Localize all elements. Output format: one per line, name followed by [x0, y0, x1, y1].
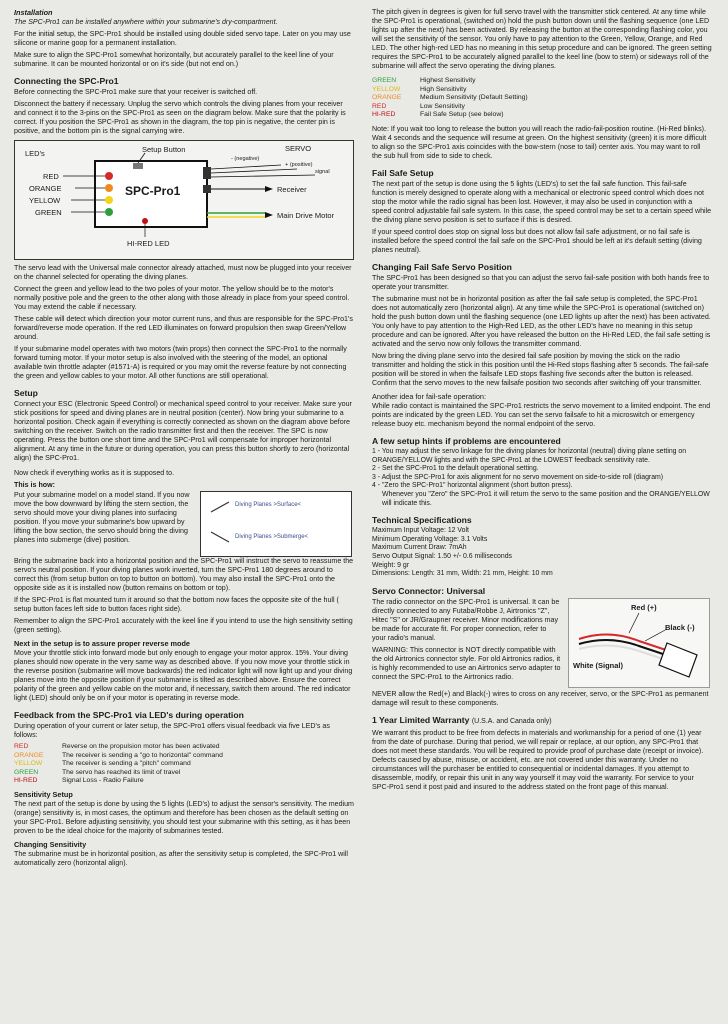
- negative-label: - (negative): [231, 156, 260, 162]
- check-text: Put your submarine model on a model stand. If you now move the bow downward by lifting the stern section, the servo should move your diving planes into surfacing position. If you move your submarine's bow upward by lifting the bow section, the servo should bring the diving planes into submerge (dive) position.: [14, 491, 190, 544]
- installation-title: Installation: [14, 8, 53, 17]
- connecting-p2: Disconnect the battery if necessary. Unplug the servo which controls the diving planes from your receiver and connect it to the 3-pins on the SPC-Pro1 as seen on the diagram below. Make sure that the polarity is correct. If you position the SPC-Pro1 as shown in the diagram, the top pin is negative, the center pin is positive, and the bottom pin is the signal carrying wire.: [14, 100, 346, 135]
- setup-title: Setup: [14, 388, 38, 398]
- changing-sensitivity-text: The submarine must be in horizontal position, as after the sensitivity setup is completed, the SPC-Pro1 will automatically zero (horizontal align).: [14, 849, 348, 867]
- reverse-title: Next in the setup is to assure proper reverse mode: [14, 639, 190, 648]
- wiring-p4: If your submarine model operates with two motors (twin props) then connect the SPC-Pro1 to the normally forward turning motor. If your motor setup is also involved with the steering of the model, an optional available twin throttle adapter (#1571-A) is required or you may omit the reverse feature by not connecting the green and yellow cables to your motor. All other functions are still operational.: [14, 345, 347, 380]
- feedback-row-green: GREEN The servo has reached its limit of travel: [14, 768, 181, 776]
- check-how: This is how:: [14, 481, 55, 489]
- diving-planes-surface: Diving Planes >Surface<: [235, 502, 302, 508]
- right-column: [372, 8, 712, 795]
- connector-svg: [569, 599, 709, 687]
- connector-black-label: Black (-): [665, 622, 695, 632]
- feedback-row-yellow: YELLOW The receiver is sending a "pitch" command: [14, 760, 191, 768]
- hints-title: A few setup hints if problems are encountered: [372, 435, 561, 446]
- warranty-heading: [372, 715, 712, 727]
- installation-p2: For the initial setup, the SPC-Pro1 should be installed using double sided servo tape. Later on you may use silicone or marine goop for a permanent installation.: [14, 30, 351, 47]
- setup-button-label: Setup Button: [142, 145, 186, 154]
- servo-connector-warning: WARNING: This connector is NOT directly compatible with the old Airtronics connector style. For old Airtronics radios, it is highly recommended to use an Airtronics servo adapter to connect the SPC-Pro1 to the Airtronics radio.: [372, 645, 561, 681]
- feedback-row-orange: ORANGE The receiver is sending a "go to horizontal" command: [14, 751, 223, 759]
- servo-connector-block: [372, 598, 712, 688]
- changing-sensitivity-title: Changing Sensitivity: [14, 839, 87, 849]
- leds-label: LED's: [25, 149, 45, 158]
- warranty-subtitle: (U.S.A. and Canada only): [471, 717, 552, 725]
- connecting-title: Connecting the SPC-Pro1: [14, 76, 119, 86]
- led-red: [105, 172, 113, 180]
- check-p4: Remember to align the SPC-Pro1 accurately with the keel line if you intend to use the high sensitivity setting (green setting).: [14, 617, 353, 634]
- changing-failsafe-text: The SPC-Pro1 has been designed so that you can adjust the servo fail-safe position with both hands free to operate your transmitter.: [372, 273, 710, 291]
- hint-4: 4 - "Zero the SPC-Pro1" horizontal alignment (short button press).: [372, 482, 573, 490]
- feedback-title: Feedback from the SPC-Pro1 via LED's during operation: [14, 710, 244, 720]
- sens-row-orange: ORANGE Medium Sensitivity (Default Setting): [372, 94, 528, 102]
- check-block: [14, 491, 354, 557]
- feedback-table: [14, 743, 354, 786]
- hi-red-label: HI-RED LED: [127, 239, 170, 248]
- hint-3: 3 - Adjust the SPC-Pro1 for axis alignment for no servo movement on side-to-side roll (diagram): [372, 473, 664, 481]
- wiring-p3: These cable will detect which direction your motor current runs, and thus are responsible for the SPC-Pro1's forward/reverse mode operation. If the red LED illuminates on forward propulsion then swap Green/Yellow around.: [14, 315, 353, 341]
- positive-label: + (positive): [285, 162, 313, 168]
- servo-connector-text: The radio connector on the SPC-Pro1 is universal. It can be directly connected to any Futaba/Robbe J, Airtronics "Z", Hitec "S" or JR/Graupner receiver. Minor modifications may be made for accurate fit. For proper connection, refer to your radio's manual.: [372, 597, 560, 642]
- installation-p3: Make sure to align the SPC-Pro1 somewhat horizontally, but accurately parallel to the keel line of your submarine. It can be mounted horizontal or on it's side (but not end on.): [14, 51, 334, 68]
- check-p3: If the SPC-Pro1 is flat mounted turn it around so that the bottom now faces the opposite site of the hull ( setup button faces left side to button faces right side).: [14, 596, 339, 613]
- sensitivity-text: The next part of the setup is done by using the 5 lights (LED's) to adjust the sensor's sensitivity. The medium (orange) sensitivity is, in most cases, the optimum and therefore has been chosen as the default setting on your SPC-Pro1. Before adjusting sensitivity, you should test your submarine with this setting, as it has been proven to be the ideal choice for the majority of submarines tested.: [14, 799, 354, 835]
- red-label: RED: [43, 172, 59, 181]
- hint-1: 1 - You may adjust the servo linkage for the diving planes for horizontal (neutral) diving plane setting on ORANGE/YELLOW lights and with the SPC-Pro1 at the LOWEST feedback sensitivity rate.: [372, 447, 687, 464]
- led-green: [105, 208, 113, 216]
- pitch-text: The pitch given in degrees is given for full servo travel with the transmitter stick centered. At any time while the SPC-Pro1 is operational, (switched on) hold the push button down until the flashing sequence (one LED lights up after the next) has been activated. By releasing the button at the corresponding flashing color, you will set the sensitivity of the sensor. You only have to pay attention to the Green, Yellow, Orange, and Red LED. The other high-red LED has no meaning in this setup procedure and can be ignored. The green setting requires the SPC-Pro1 to be accurately aligned parallel to the keel line (bow to stern) or sideways roll of the submarine will affect the servo operating the diving planes.: [372, 8, 712, 70]
- connector-red-label: Red (+): [631, 602, 657, 612]
- spec-5: Weight: 9 gr: [372, 561, 410, 569]
- diving-planes-diagram: [200, 491, 352, 557]
- servo-connector-title: Servo Connector: Universal: [372, 585, 486, 596]
- check-p2: Bring the submarine back into a horizontal position and the SPC-Pro1 will instruct the servo to reassume the servo's neutral position. If your diving planes work inverted, turn the SPC-Pro1 180 degrees around to correct this (from setup button on top to button on bottom). You may also install the SPC-Pro1 onto the opposite side as it is installed now (button remains on bottom or top).: [14, 557, 354, 592]
- sensitivity-title: Sensitivity Setup: [14, 789, 73, 799]
- receiver-label: Receiver: [277, 185, 307, 194]
- check-intro: Now check if everything works as it is supposed to.: [14, 469, 175, 477]
- wiring-p1: The servo lead with the Universal male connector already attached, must now be plugged into your receiver on the channel selected for operating the diving planes.: [14, 264, 352, 281]
- spec-1: Maximum Input Voltage: 12 Volt: [372, 527, 469, 535]
- left-column: [14, 8, 354, 871]
- wiring-diagram: [14, 140, 354, 260]
- changing-failsafe-text2: The submarine must not be in horizontal position as after the fail safe setup is completed, the SPC-Pro1 does not automatically zero (horizontal align). At any time while the SPC-Pro1 is operational (switched on) hold the push button down until the flashing sequence (one LED lights up after the next) has been activated. You only have to pay attention to the High-Red LED, as the other LED's have no meaning in this setup procedure and can be ignored. After you have released the button on the Hi-Red LED, the fail safe setting is activated and the servo now only follows the transmitter command.: [372, 294, 711, 348]
- led-yellow: [105, 196, 113, 204]
- green-label: GREEN: [35, 208, 62, 217]
- failsafe-text2: If your speed control does stop on signal loss but does not allow fail safe adjustment, or no fail safe is installed before the speed control the fail safe on the SPC-Pro1 should be left at it's default setting (diving planes neutral).: [372, 227, 702, 254]
- signal-label: signal: [315, 169, 330, 175]
- led-hired: [142, 218, 148, 224]
- device-label: SPC-Pro1: [125, 184, 181, 198]
- failsafe-text: The next part of the setup is done using the 5 lights (LED's) to set the fail safe function. This fail-safe function is merely designed to operate along with a mechanical or electronic speed control which does not stop the motor while the radio signal has been lost. However, it may also be used in conjunction with a speed control adjustable fail safe system. In this case, the speed control may be set to a certain speed while the diving plane servo position is set to surface if this is desired.: [372, 179, 712, 224]
- led-orange: [105, 184, 113, 192]
- sens-row-red: RED Low Sensitivity: [372, 102, 465, 110]
- feedback-row-red: RED Reverse on the propulsion motor has been activated: [14, 743, 220, 750]
- failsafe-title: Fail Safe Setup: [372, 167, 434, 178]
- wiring-p2: Connect the green and yellow lead to the two poles of your motor. The yellow should be to the motor's normally positive pole and the green to the other along with those already in place from your speed control. You may extend the cable if necessary.: [14, 285, 350, 311]
- sens-row-hired: HI-RED Fail Safe Setup (see below): [372, 111, 504, 119]
- spec-3: Maximum Current Draw: 7mAh: [372, 544, 467, 552]
- spec-2: Minimum Operating Voltage: 3.1 Volts: [372, 535, 488, 543]
- setup-p1: Connect your ESC (Electronic Speed Control) or mechanical speed control to your receiver. Make sure your stick positions for speed and diving planes are in neutral position (center). Now bring your submarine to a horizontal position. Check again if everything is correctly connected as shown on the diagram above before switching on the receiver. Switch on the radio transmitter first and then the receiver. The SPC is now operating. Press the button one short time and the SPC-Pro1 will compensate for improper horizontal alignment. At any time in the future or during operation, you can press this button shortly to zero (horizontal align) the SPC-Pro1.: [14, 400, 352, 462]
- hint-2: 2 - Set the SPC-Pro1 to the default operational setting.: [372, 465, 539, 473]
- connecting-p1: Before connecting the SPC-Pro1 make sure that your receiver is switched off.: [14, 88, 258, 96]
- spec-6: Dimensions: Length: 31 mm, Width: 21 mm, Height: 10 mm: [372, 570, 553, 578]
- spec-4: Servo Output Signal: 1.50 +/- 0.6 milliseconds: [372, 552, 512, 560]
- changing-failsafe-text3: Now bring the diving plane servo into the desired fail safe position by moving the stick on the radio transmitter and holding the stick in this position until the Hi-Red stops flashing after 5 seconds. The fail-safe position will be stored in when the failsafe LED stops flashing five seconds after the button is released. Confirm that the servo moves to the new failsafe position two seconds after switching off your transmitter.: [372, 351, 709, 387]
- servo-connector-never: NEVER allow the Red(+) and Black(-) wires to cross on any receiver, servo, or the SPC-Pro1 as permanent damage will result to these components.: [372, 689, 709, 707]
- warranty-text: We warrant this product to be free from defects in materials and workmanship for a period of one (1) year from the date of purchase. During that period, we will repair or replace, at our option, any SPC-Pro1 that does not meet these standards. You will be required to provide proof of purchase date (receipt or invoice). Defects caused by abuse, misuse, or accident, etc. are not covered under this warranty. Under no circumstances will the purchaser be entitled to consequential or incidental damages. If you attempt to disassemble, modify, or repair this unit in any way yourself it may void the warranty. For service to your SPC-Pro1 send it post paid and insured to the address stated on the front page of this manual.: [372, 728, 704, 791]
- sens-row-yellow: YELLOW High Sensitivity: [372, 85, 467, 93]
- feedback-row-hired: HI-RED Signal Loss - Radio Failure: [14, 777, 144, 785]
- changing-failsafe-title: Changing Fail Safe Servo Position: [372, 261, 512, 272]
- diving-planes-submerge: Diving Planes >Submerge<: [235, 534, 309, 540]
- warranty-title: 1 Year Limited Warranty: [372, 714, 470, 725]
- hints-list: [372, 448, 712, 508]
- servo-label: SERVO: [285, 144, 312, 153]
- feedback-intro: During operation of your current or later setup, the SPC-Pro1 offers visual feedback via five LED's as follows:: [14, 722, 330, 739]
- note-text: Note: If you wait too long to release the button you will reach the radio-fail-position routine. (Hi-Red blinks). Wait 4 seconds and the sequence will resume at green. On the highest sensitivity (green) it is more difficult to align so the SPC-Pro1 axis coincides with the bow-stern (nose to tail) center axis. You may want to roll the sub hull from side to side to check.: [372, 124, 707, 160]
- specs-list: [372, 527, 712, 579]
- reverse-text: Move your throttle stick into forward mode but only enough to engage your motor approx. 15%. Your diving planes should now operate in the very same way as described above. If you now move your throttle stick in the reverse position (submarine will move backwards) the red indicator light will now light up and your diving planes move into the opposite position if your submarine is tilted as described above. Ensure the correct polarity of the green and yellow cable on the motor and, if necessary, switch them around. The red indicator light (LED) should only be on if your motor is operating in reverse mode.: [14, 649, 353, 702]
- setup-button-shape: [133, 163, 143, 169]
- connector-white-label: White (Signal): [573, 660, 623, 670]
- main-drive-label: Main Drive Motor: [277, 211, 335, 220]
- specs-title: Technical Specifications: [372, 515, 472, 526]
- yellow-label: YELLOW: [29, 196, 61, 205]
- another-idea-text: While radio contact is maintained the SPC-Pro1 restricts the servo movement to a limited endpoint. The end points are indicated by the green LED. You can set the servo failsafe to hit a microswitch or emergency release buoy etc. mechanism beyond the normal endpoint of the servo.: [372, 401, 711, 428]
- installation-p1: The SPC-Pro1 can be installed anywhere within your submarine's dry-compartment.: [14, 18, 278, 26]
- another-idea-title: Another idea for fail-safe operation:: [372, 391, 486, 401]
- sens-row-green: GREEN Highest Sensitivity: [372, 77, 476, 84]
- hint-5: Whenever you "Zero" the SPC-Pro1 it will return the servo to the same position and the ORANGE/YELLOW will indicate this.: [382, 490, 710, 507]
- orange-label: ORANGE: [29, 184, 62, 193]
- sensitivity-table: [372, 77, 712, 120]
- wiring-diagram-svg: [15, 141, 353, 259]
- connector-diagram: [568, 598, 710, 688]
